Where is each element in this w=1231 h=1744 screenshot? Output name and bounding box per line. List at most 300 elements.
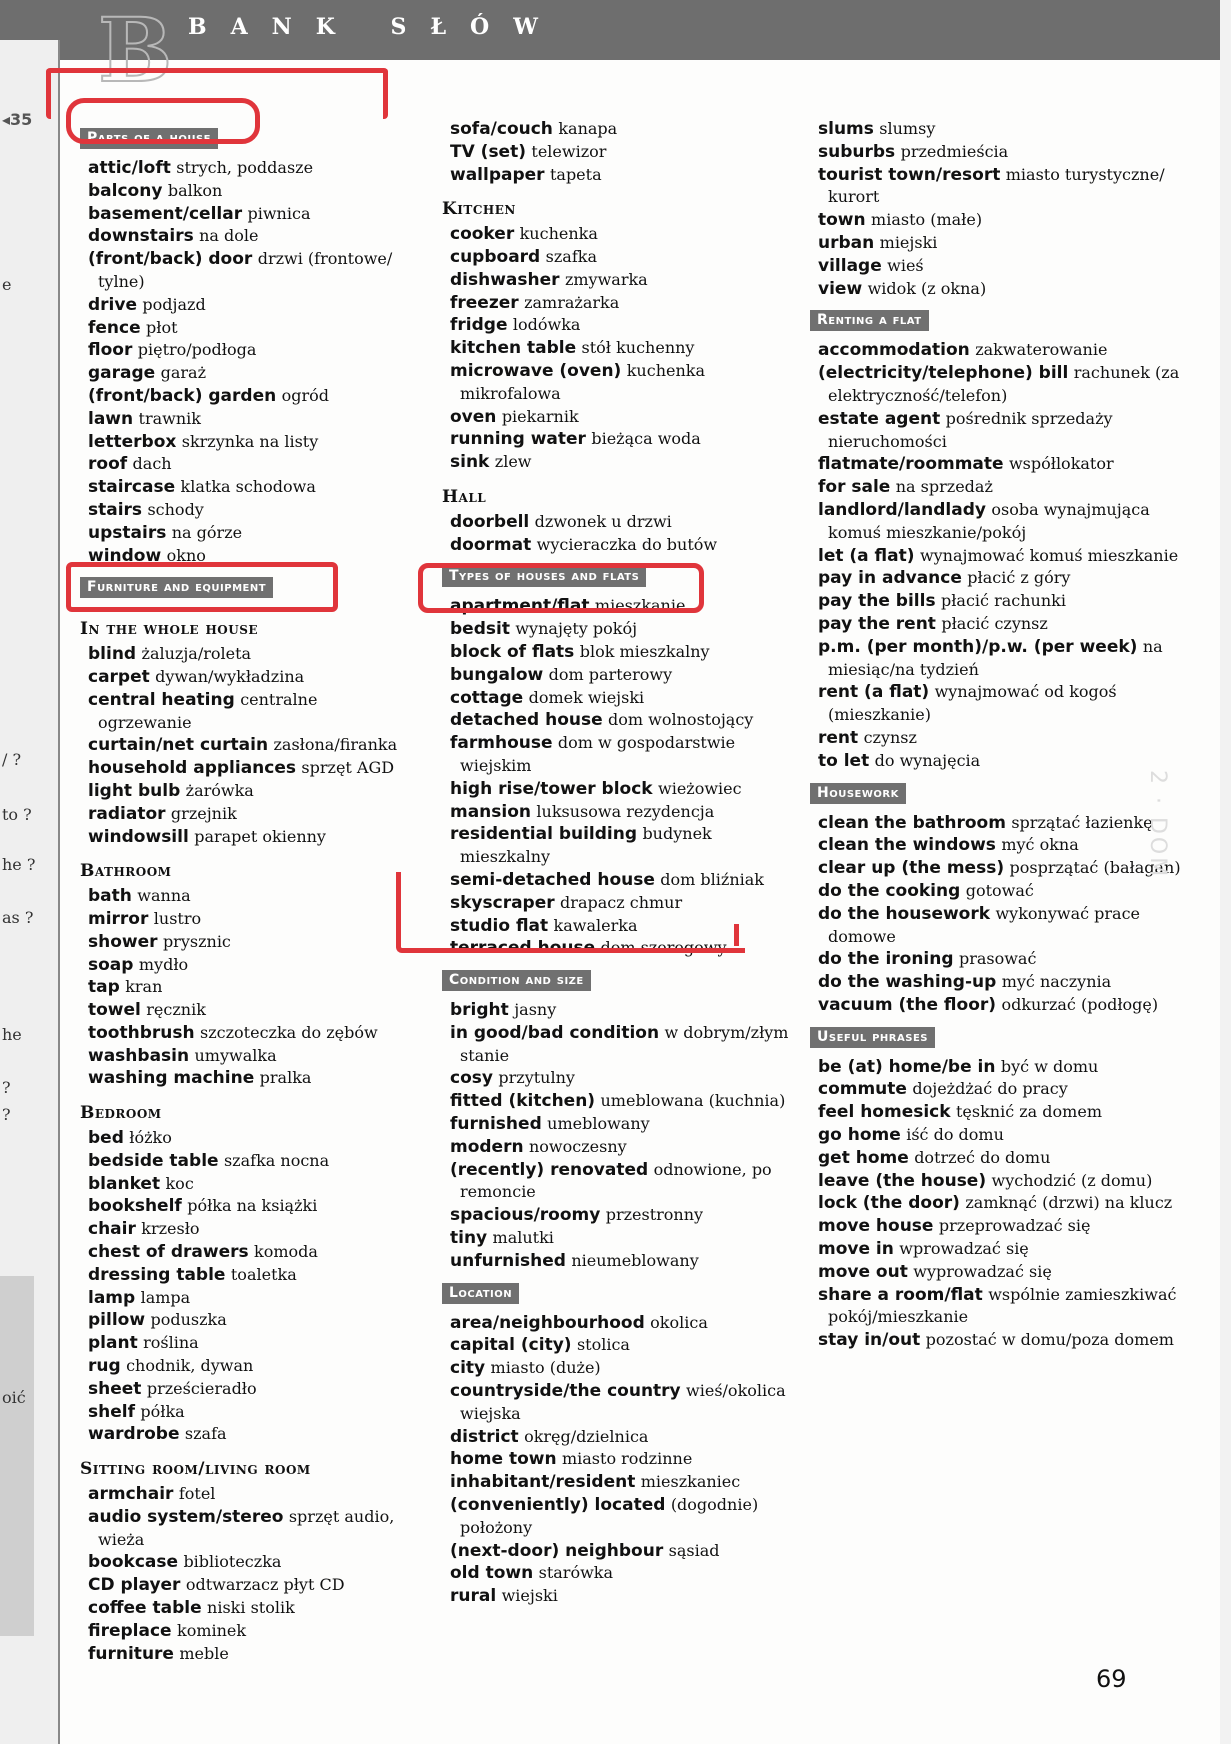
english-term: sheet xyxy=(88,1378,142,1399)
english-term: (front/back) garden xyxy=(88,385,277,406)
polish-translation: przestronny xyxy=(605,1205,704,1225)
polish-translation: wycieraczka do butów xyxy=(536,534,718,554)
vocab-entry xyxy=(430,314,790,337)
annotation-mark-types-of-houses xyxy=(418,563,704,616)
polish-translation: wychodzić (z domu) xyxy=(991,1170,1153,1190)
english-term: move in xyxy=(818,1239,894,1260)
polish-translation: iść do domu xyxy=(906,1125,1004,1145)
vocab-entry xyxy=(68,780,408,803)
vocab-entry xyxy=(798,1147,1188,1170)
english-term: household appliances xyxy=(88,758,296,779)
polish-translation: do wynajęcia xyxy=(874,750,981,770)
english-term: oven xyxy=(450,406,497,427)
english-term: bookcase xyxy=(88,1552,179,1573)
vocab-entry xyxy=(68,1309,408,1332)
english-term: farmhouse xyxy=(450,733,553,754)
english-term: washbasin xyxy=(88,1045,190,1066)
english-term: city xyxy=(450,1358,486,1379)
page-number: 69 xyxy=(1096,1665,1127,1693)
vocab-entry xyxy=(68,1241,408,1264)
subheading-kitchen: Kitchen xyxy=(442,199,516,220)
vocab-entry xyxy=(68,643,408,666)
fragment-text: to ? xyxy=(2,805,32,824)
polish-translation: łóżko xyxy=(129,1128,172,1148)
english-term: tourist town/resort xyxy=(818,164,1001,185)
polish-translation: myć naczynia xyxy=(1001,972,1112,992)
english-term: basement/cellar xyxy=(88,203,243,224)
english-term: tiny xyxy=(450,1228,488,1249)
polish-translation: drapacz chmur xyxy=(560,892,683,912)
polish-translation: tęsknić za domem xyxy=(955,1102,1102,1122)
polish-translation: na sprzedaż xyxy=(895,477,993,497)
polish-translation: dotrzeć do domu xyxy=(914,1147,1051,1167)
vocab-entry xyxy=(68,499,408,522)
polish-translation: na górze xyxy=(171,522,243,542)
vocab-entry xyxy=(68,954,408,977)
polish-translation: skrzynka na listy xyxy=(181,431,319,451)
polish-translation: kanapa xyxy=(558,119,618,138)
header-bar xyxy=(0,0,1231,60)
polish-translation: odnowione, po remoncie xyxy=(460,1159,772,1202)
english-term: district xyxy=(450,1426,519,1447)
vocab-entry xyxy=(430,1204,790,1227)
polish-translation: płacić czynsz xyxy=(941,613,1048,633)
english-term: detached house xyxy=(450,710,603,731)
english-term: rug xyxy=(88,1356,121,1377)
vocab-entry xyxy=(798,636,1188,682)
vocab-entry xyxy=(68,689,408,735)
section-header-renting-a-flat: Renting a flat xyxy=(810,310,929,331)
polish-translation: dom bliźniak xyxy=(660,869,764,889)
english-term: lock (the door) xyxy=(818,1193,960,1214)
fragment-text: ? xyxy=(2,1105,11,1124)
english-term: staircase xyxy=(88,477,176,498)
vocab-entry xyxy=(798,1124,1188,1147)
polish-translation: pośrednik sprzedaży nieruchomości xyxy=(828,408,1113,451)
polish-translation: płacić z góry xyxy=(967,568,1071,588)
english-term: sink xyxy=(450,452,490,473)
english-term: do the ironing xyxy=(818,949,954,970)
vocab-entry xyxy=(430,1562,790,1585)
vocab-entry xyxy=(798,1170,1188,1193)
english-term: bath xyxy=(88,886,132,907)
polish-translation: półka xyxy=(140,1401,185,1421)
vocab-entry xyxy=(798,209,1188,232)
english-term: stairs xyxy=(88,499,143,520)
english-term: rent (a flat) xyxy=(818,682,930,703)
polish-translation: zlew xyxy=(494,452,532,472)
vocab-entry xyxy=(68,339,408,362)
polish-translation: kawalerka xyxy=(553,915,638,935)
previous-page-edge xyxy=(0,40,60,1744)
subheading-bathroom: Bathroom xyxy=(80,861,172,882)
english-term: windowsill xyxy=(88,826,189,847)
vocab-entry xyxy=(430,641,790,664)
polish-translation: bieżąca woda xyxy=(591,429,701,449)
polish-translation: półka na książki xyxy=(187,1196,318,1216)
english-term: clear up (the mess) xyxy=(818,858,1005,879)
vocab-entry xyxy=(798,545,1188,568)
english-term: balcony xyxy=(88,180,163,201)
english-term: plant xyxy=(88,1333,138,1354)
english-term: mansion xyxy=(450,801,532,822)
polish-translation: zamrażarka xyxy=(524,292,620,312)
fragment-text: he xyxy=(2,1025,22,1044)
english-term: landlord/landlady xyxy=(818,499,986,520)
vocab-entry xyxy=(798,681,1188,727)
english-term: dishwasher xyxy=(450,269,560,290)
english-term: curtain/net curtain xyxy=(88,735,269,756)
english-term: chest of drawers xyxy=(88,1242,249,1263)
polish-translation: sprzątać łazienkę xyxy=(1011,812,1153,832)
section-header-location: Location xyxy=(442,1283,519,1304)
english-term: (next-door) neighbour xyxy=(450,1540,664,1561)
vocab-entry xyxy=(68,1597,408,1620)
vocab-entry xyxy=(430,1494,790,1540)
english-term: be (at) home/be in xyxy=(818,1056,996,1077)
english-term: floor xyxy=(88,340,133,361)
subheading-in-the-whole-house: In the whole house xyxy=(80,619,259,640)
vocab-entry xyxy=(430,1380,790,1426)
vocab-entry xyxy=(798,1101,1188,1124)
english-term: rural xyxy=(450,1586,497,1607)
polish-translation: przytulny xyxy=(498,1068,575,1088)
vocab-entry xyxy=(430,118,790,141)
english-term: shower xyxy=(88,931,158,952)
english-term: flatmate/roommate xyxy=(818,454,1004,475)
english-term: bed xyxy=(88,1128,124,1149)
polish-translation: (dogodnie) położony xyxy=(460,1495,759,1537)
vocab-entry xyxy=(68,931,408,954)
vocab-entry xyxy=(798,255,1188,278)
polish-translation: kominek xyxy=(177,1620,247,1640)
polish-translation: czynsz xyxy=(863,727,917,747)
polish-translation: szafka xyxy=(545,246,597,266)
english-term: TV (set) xyxy=(450,141,526,162)
english-term: vacuum (the floor) xyxy=(818,994,997,1015)
english-term: village xyxy=(818,255,882,276)
vocab-entry xyxy=(430,1312,790,1335)
vocab-entry xyxy=(68,757,408,780)
english-term: fireplace xyxy=(88,1620,172,1641)
polish-translation: szafka nocna xyxy=(223,1150,330,1170)
vocab-entry xyxy=(68,1574,408,1597)
english-term: pay in advance xyxy=(818,568,962,589)
vocab-entry xyxy=(68,225,408,248)
english-term: armchair xyxy=(88,1484,174,1505)
english-term: urban xyxy=(818,232,875,253)
polish-translation: mieszkaniec xyxy=(640,1472,741,1492)
polish-translation: parapet okienny xyxy=(194,826,326,846)
polish-translation: pozostać w domu/poza domem xyxy=(925,1330,1174,1350)
english-term: (recently) renovated xyxy=(450,1159,649,1180)
polish-translation: piwnica xyxy=(247,203,311,223)
polish-translation: lodówka xyxy=(512,315,581,335)
polish-translation: sprzęt AGD xyxy=(301,758,395,778)
english-term: move house xyxy=(818,1216,934,1237)
polish-translation: chodnik, dywan xyxy=(126,1356,254,1376)
polish-translation: koc xyxy=(165,1173,194,1193)
polish-translation: ręcznik xyxy=(146,1000,206,1020)
fragment-text: / ? xyxy=(2,750,22,769)
vocab-entry xyxy=(430,1540,790,1563)
english-term: inhabitant/resident xyxy=(450,1472,636,1493)
vocab-entry xyxy=(68,1067,408,1090)
section-letter: B xyxy=(98,0,173,102)
fragment-text: he ? xyxy=(2,855,36,874)
vocab-entry xyxy=(798,339,1188,362)
english-term: view xyxy=(818,278,863,299)
vocab-entry xyxy=(798,1056,1188,1079)
vocab-entry xyxy=(68,999,408,1022)
vocab-entry xyxy=(68,294,408,317)
polish-translation: miasto rodzinne xyxy=(561,1449,693,1469)
polish-translation: blok mieszkalny xyxy=(579,641,710,661)
polish-translation: roślina xyxy=(143,1333,199,1353)
polish-translation: wspólnie zamieszkiwać pokój/mieszkanie xyxy=(828,1284,1177,1327)
english-term: furniture xyxy=(88,1643,174,1664)
vocab-entry xyxy=(430,664,790,687)
polish-translation: grzejnik xyxy=(170,803,237,823)
polish-translation: sąsiad xyxy=(668,1540,720,1560)
vocab-entry xyxy=(430,1426,790,1449)
english-term: (front/back) door xyxy=(88,249,253,270)
english-term: toothbrush xyxy=(88,1022,195,1043)
polish-translation: wynajmować od kogoś (mieszkanie) xyxy=(828,682,1117,725)
english-term: do the cooking xyxy=(818,880,961,901)
vocab-entry xyxy=(430,1113,790,1136)
polish-translation: meble xyxy=(179,1643,229,1663)
polish-translation: kran xyxy=(125,977,163,997)
polish-translation: garaż xyxy=(160,363,207,383)
english-term: audio system/stereo xyxy=(88,1506,284,1527)
english-term: old town xyxy=(450,1563,534,1584)
polish-translation: telewizor xyxy=(531,141,607,161)
english-term: studio flat xyxy=(450,915,549,936)
english-term: share a room/flat xyxy=(818,1284,983,1305)
polish-translation: wprowadzać się xyxy=(899,1239,1029,1259)
english-term: suburbs xyxy=(818,141,896,162)
vocab-entry xyxy=(430,428,790,451)
english-term: fence xyxy=(88,317,141,338)
vocab-entry xyxy=(68,408,408,431)
english-term: wallpaper xyxy=(450,164,545,185)
vocab-entry xyxy=(798,1192,1188,1215)
vocab-entry xyxy=(68,1287,408,1310)
english-term: window xyxy=(88,545,162,566)
vocab-entry xyxy=(798,476,1188,499)
vocab-entry xyxy=(430,337,790,360)
english-term: in good/bad condition xyxy=(450,1022,660,1043)
polish-translation: lampa xyxy=(140,1287,191,1307)
polish-translation: umywalka xyxy=(194,1045,277,1065)
polish-translation: trawnik xyxy=(138,408,201,428)
english-term: roof xyxy=(88,454,128,475)
polish-translation: budynek mieszkalny xyxy=(460,824,712,867)
english-term: pillow xyxy=(88,1310,146,1331)
english-term: residential building xyxy=(450,824,638,845)
vocab-entry xyxy=(430,1585,790,1608)
polish-translation: zakwaterowanie xyxy=(975,340,1108,360)
polish-translation: kuchenka mikrofalowa xyxy=(460,360,706,403)
polish-translation: myć okna xyxy=(1001,835,1079,855)
polish-translation: osoba wynajmująca komuś mieszkanie/pokój xyxy=(828,499,1150,542)
vocab-entry xyxy=(798,408,1188,454)
vocab-entry xyxy=(68,1332,408,1355)
vocab-entry xyxy=(430,1022,790,1068)
english-term: garage xyxy=(88,363,156,384)
polish-translation: wykonywać prace domowe xyxy=(828,903,1141,946)
vocab-entry xyxy=(798,362,1188,408)
english-term: apartment/flat xyxy=(450,596,590,617)
vocab-entry xyxy=(798,994,1188,1017)
vocab-entry xyxy=(68,1173,408,1196)
english-term: towel xyxy=(88,1000,141,1021)
polish-translation: slumsy xyxy=(879,119,936,138)
subheading-sitting-room-living-room: Sitting room/living room xyxy=(80,1459,311,1480)
english-term: pay the rent xyxy=(818,613,936,634)
vocab-entry xyxy=(430,246,790,269)
polish-translation: zasłona/firanka xyxy=(273,735,398,755)
polish-translation: prześcieradło xyxy=(146,1378,257,1398)
vocab-entry xyxy=(68,1022,408,1045)
vocab-entry xyxy=(430,1357,790,1380)
vocab-entry xyxy=(68,1195,408,1218)
polish-translation: strych, poddasze xyxy=(176,158,314,177)
english-term: bungalow xyxy=(450,664,544,685)
vocab-entry xyxy=(430,511,790,534)
english-term: pay the bills xyxy=(818,591,936,612)
polish-translation: miasto turystyczne/ kurort xyxy=(828,164,1165,207)
english-term: doorbell xyxy=(450,511,530,532)
english-term: fitted (kitchen) xyxy=(450,1091,596,1112)
vocab-entry xyxy=(798,613,1188,636)
english-term: high rise/tower block xyxy=(450,778,653,799)
vocab-entry xyxy=(68,1355,408,1378)
english-term: tap xyxy=(88,977,120,998)
vocab-entry xyxy=(68,1045,408,1068)
english-term: running water xyxy=(450,429,586,450)
vocab-entry xyxy=(430,709,790,732)
vocab-entry xyxy=(798,971,1188,994)
english-term: light bulb xyxy=(88,780,181,801)
english-term: modern xyxy=(450,1136,524,1157)
polish-translation: szafa xyxy=(184,1424,227,1444)
vocab-entry xyxy=(798,1078,1188,1101)
english-term: microwave (oven) xyxy=(450,360,622,381)
polish-translation: prysznic xyxy=(162,931,231,951)
page-title: BANK SŁÓW xyxy=(188,14,562,40)
english-term: lamp xyxy=(88,1287,136,1308)
english-term: p.m. (per month)/p.w. (per week) xyxy=(818,636,1138,657)
annotation-mark-furniture xyxy=(66,562,338,612)
polish-translation: balkon xyxy=(167,180,223,200)
polish-translation: luksusowa rezydencja xyxy=(536,801,715,821)
english-term: area/neighbourhood xyxy=(450,1312,645,1333)
vocab-entry xyxy=(68,1506,408,1552)
vocab-entry xyxy=(430,1159,790,1205)
polish-translation: wieś/okolica wiejska xyxy=(460,1381,786,1423)
polish-translation: szczoteczka do zębów xyxy=(200,1022,378,1042)
vocab-entry xyxy=(68,180,408,203)
annotation-bracket-top xyxy=(46,68,388,119)
polish-translation: wanna xyxy=(137,886,191,906)
english-term: mirror xyxy=(88,908,149,929)
subheading-hall: Hall xyxy=(442,486,487,507)
english-term: capital (city) xyxy=(450,1335,572,1356)
polish-translation: toaletka xyxy=(230,1264,297,1284)
english-term: rent xyxy=(818,727,859,748)
english-term: carpet xyxy=(88,666,150,687)
polish-translation: przedmieścia xyxy=(900,141,1009,161)
english-term: do the washing-up xyxy=(818,972,997,993)
english-term: (conveniently) located xyxy=(450,1495,666,1516)
english-term: cosy xyxy=(450,1068,493,1089)
section-header-parts-of-a-house: Parts of a house xyxy=(80,128,218,149)
polish-translation: okno xyxy=(166,545,206,565)
vocab-entry xyxy=(430,406,790,429)
vocab-entry xyxy=(430,164,790,187)
polish-translation: żaluzja/roleta xyxy=(141,644,252,664)
vocab-entry xyxy=(68,666,408,689)
section-header-condition-and-size: Condition and size xyxy=(442,970,591,991)
fragment-text: e xyxy=(2,275,12,294)
vocab-entry xyxy=(430,360,790,406)
polish-translation: malutki xyxy=(492,1228,554,1248)
english-term: upstairs xyxy=(88,522,167,543)
annotation-bracket-terraced xyxy=(396,869,745,953)
english-term: move out xyxy=(818,1261,908,1282)
polish-translation: wynajęty pokój xyxy=(515,619,638,639)
vocab-entry xyxy=(68,826,408,849)
vocab-entry xyxy=(68,734,408,757)
vocab-entry xyxy=(798,903,1188,949)
polish-translation: starówka xyxy=(538,1563,614,1583)
vocab-entry xyxy=(68,1620,408,1643)
vocab-entry xyxy=(798,164,1188,210)
english-term: lawn xyxy=(88,408,134,429)
polish-translation: wyprowadzać się xyxy=(913,1261,1052,1281)
vocab-entry xyxy=(68,522,408,545)
vocab-entry xyxy=(430,292,790,315)
polish-translation: współlokator xyxy=(1008,454,1114,474)
english-term: dressing table xyxy=(88,1264,226,1285)
english-term: feel homesick xyxy=(818,1102,951,1123)
english-term: unfurnished xyxy=(450,1250,566,1271)
polish-translation: nowoczesny xyxy=(528,1136,627,1156)
english-term: soap xyxy=(88,954,134,975)
vocab-entry xyxy=(68,1423,408,1446)
vocab-entry xyxy=(68,431,408,454)
vocab-entry xyxy=(430,687,790,710)
vocab-entry xyxy=(798,1329,1188,1352)
english-term: freezer xyxy=(450,292,519,313)
polish-translation: w dobrym/złym stanie xyxy=(460,1022,789,1065)
polish-translation: widok (z okna) xyxy=(867,278,987,298)
vocab-entry xyxy=(68,1127,408,1150)
english-term: bedside table xyxy=(88,1150,219,1171)
polish-translation: pralka xyxy=(259,1068,312,1088)
vocab-entry xyxy=(430,269,790,292)
english-term: commute xyxy=(818,1079,907,1100)
vocab-entry xyxy=(798,948,1188,971)
polish-translation: miasto (duże) xyxy=(490,1358,601,1378)
vocab-entry xyxy=(798,1215,1188,1238)
polish-translation: zmywarka xyxy=(564,269,648,289)
polish-translation: dach xyxy=(132,454,172,474)
vocab-entry xyxy=(68,908,408,931)
polish-translation: wieżowiec xyxy=(658,778,742,798)
